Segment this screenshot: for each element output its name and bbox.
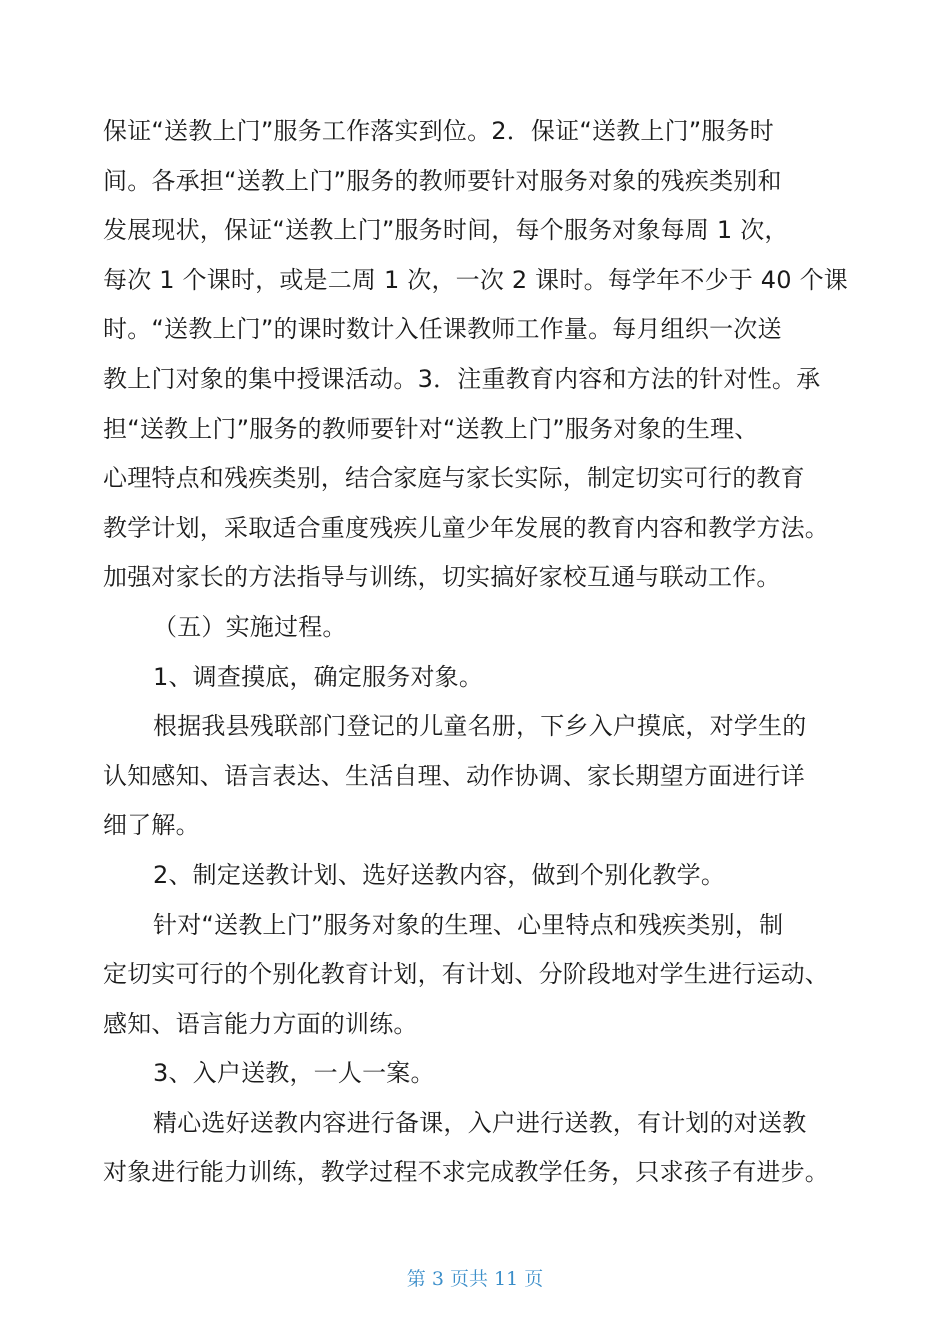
text-line: 感知、语言能力方面的训练。 (103, 1009, 418, 1038)
page-number: 第 3 页共 11 页 (406, 1268, 544, 1290)
text-line: 精心选好送教内容进行备课，入户进行送教，有计划的对送教 (153, 1108, 807, 1137)
text-line: 对象进行能力训练，教学过程不求完成教学任务，只求孩子有进步。 (103, 1158, 829, 1187)
text-line: 时。“送教上门”的课时数计入任课教师工作量。每月组织一次送 (103, 315, 782, 344)
subheading: 3、入户送教，一人一案。 (153, 1059, 435, 1088)
text-line: 定切实可行的个别化教育计划，有计划、分阶段地对学生进行运动、 (103, 960, 829, 989)
body-text (103, 107, 863, 1198)
subheading: 2、制定送教计划、选好送教内容，做到个别化教学。 (153, 860, 726, 889)
text-line: 保证“送教上门”服务工作落实到位。2．保证“送教上门”服务时 (103, 117, 775, 145)
text-line: 担“送教上门”服务的教师要针对“送教上门”服务对象的生理、 (103, 414, 759, 443)
text-line: 细了解。 (103, 811, 200, 840)
text-line: 加强对家长的方法指导与训练，切实搞好家校互通与联动工作。 (103, 563, 781, 592)
section-heading: （五）实施过程。 (153, 612, 347, 641)
text-line: 认知感知、语言表达、生活自理、动作协调、家长期望方面进行详 (103, 761, 805, 790)
text-line: 发展现状，保证“送教上门”服务时间，每个服务对象每周 1 次， (103, 216, 789, 245)
text-line: 心理特点和残疾类别，结合家庭与家长实际，制定切实可行的教育 (103, 464, 805, 493)
subheading: 1、调查摸底，确定服务对象。 (153, 662, 484, 691)
text-line: 针对“送教上门”服务对象的生理、心里特点和残疾类别，制 (153, 910, 784, 939)
text-line: 间。各承担“送教上门”服务的教师要针对服务对象的残疾类别和 (103, 166, 782, 195)
text-line: 根据我县残联部门登记的儿童名册，下乡入户摸底，对学生的 (153, 712, 807, 741)
text-line: 教学计划，采取适合重度残疾儿童少年发展的教育内容和教学方法。 (103, 513, 829, 542)
text-line: 每次 1 个课时，或是二周 1 次，一次 2 课时。每学年不少于 40 个课 (103, 265, 848, 294)
text-line: 教上门对象的集中授课活动。3．注重教育内容和方法的针对性。承 (103, 364, 821, 393)
